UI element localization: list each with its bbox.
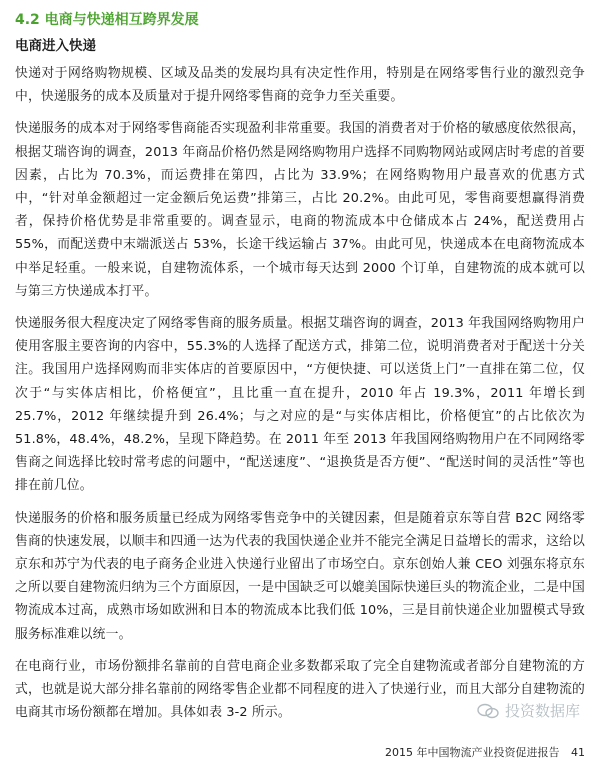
paragraph-5: 在电商行业，市场份额排名靠前的自营电商企业多数都采取了完全自建物流或者部分自建物流的方式，也就是说大部分排名靠前的网络零售企业都不同程度的进入了快递行业，而且大部分自建物流的电商其市场份额都在增加。具体如表 3-2 所示。 — [15, 658, 585, 721]
document-page — [15, 10, 585, 733]
page-footer — [0, 744, 585, 760]
wechat-logo-icon — [477, 703, 499, 719]
paragraph-2: 快递服务的成本对于网络零售商能否实现盈利非常重要。我国的消费者对于价格的敏感度依然很高，根据艾瑞咨询的调查，2013 年商品价格仍然是网络购物用户选择不同购物网站或网店时考虑的首要因素，占比为 70.3%，而运费排在第四，占比为 33.9%；在网络购物用户最喜欢的优惠方式中，“针对单金额超过一定金额后免运费”排第三，占比 20.2%。由此可见，零售商要想赢得消费者，保持价格优势是非常重要的。调查显示，电商的物流成本中仓储成本占 24%，配送费用占 55%，而配送费中末端派送占 53%，长途干线运输占 37%。由此可见，快递成本在电商物流成本中举足轻重。一般来说，自建物流体系，一个城市每天达到 2000 个订单，自建物流的成本就可以与第三方快递成本打平。 — [15, 121, 585, 299]
paragraph-1: 快递对于网络购物规模、区域及品类的发展均具有决定性作用，特别是在网络零售行业的激烈竞争中，快递服务的成本及质量对于提升网络零售商的竞争力至关重要。 — [15, 66, 585, 105]
watermark-text: 投资数据库 — [504, 702, 580, 720]
subheading: 电商进入快递 — [15, 38, 96, 54]
section-title: 4.2 电商与快递相互跨界发展 — [15, 12, 199, 28]
paragraph-4: 快递服务的价格和服务质量已经成为网络零售竞争中的关键因素，但是随着京东等自营 B2C 网络零售商的快速发展，以顺丰和四通一达为代表的我国快递企业并不能完全满足日益增长的需求，这给以京东和苏宁为代表的电子商务企业进入快递行业留出了市场空白。京东创始人兼 CEO 刘强东将京东之所以要自建物流归纳为三个方面原因，一是中国缺乏可以媲美国际快递巨头的物流企业，二是中国物流成本过高，成熟市场如欧洲和日本的物流成本比我们低 10%，三是目前快递企业加盟模式导致服务标准难以统一。 — [15, 510, 585, 642]
page-number: 41 — [571, 746, 585, 759]
paragraph-3: 快递服务很大程度决定了网络零售商的服务质量。根据艾瑞咨询的调查，2013 年我国网络购物用户使用客服主要咨询的内容中，55.3%的人选择了配送方式，排第二位，说明消费者对于配送十分关注。我国用户选择网购而非实体店的首要原因中，“方便快捷、可以送货上门”一直排在第二位，仅次于“与实体店相比，价格便宜”，且比重一直在提升，2010 年占 19.3%，2011 年增长到 25.7%，2012 年继续提升到 26.4%；与之对应的是“与实体店相比，价格便宜”的占比依次为 51.8%，48.4%，48.2%，呈现下降趋势。在 2011 年至 2013 年我国网络购物用户在不同网络零售商之间选择比较时常考虑的问题中，“配送速度”、“退换货是否方便”、“配送时间的灵活性”等也排在前几位。 — [15, 316, 585, 494]
footer-report-title: 2015 年中国物流产业投资促进报告 — [385, 746, 560, 759]
watermark — [477, 700, 580, 721]
